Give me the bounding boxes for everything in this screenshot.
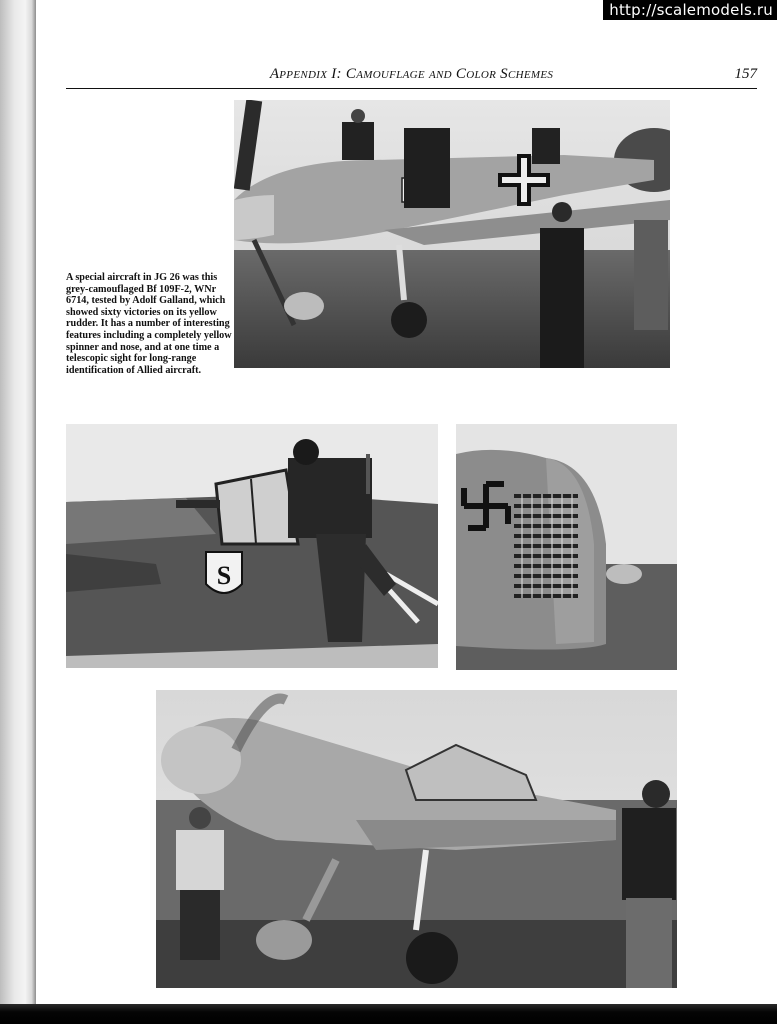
bottom-page-edge	[0, 1004, 777, 1024]
running-header	[66, 62, 757, 89]
photo-middle-right	[456, 424, 677, 670]
svg-text:S: S	[216, 561, 232, 590]
photo-caption: A special aircraft in JG 26 was this grey-camouflaged Bf 109F-2, WNr 6714, tested by Adolf Galland, which showed sixty victories on its yellow rudder. It has a number of interesting features including a completely yellow spinner and nose, and at one time a telescopic sight for long-range identification of Allied aircraft.	[66, 272, 232, 376]
photo-top	[234, 100, 670, 368]
running-header-title: Appendix I: Camouflage and Color Schemes	[269, 66, 554, 82]
watermark-text[interactable]: http://scalemodels.ru	[603, 0, 777, 20]
photo-bottom	[156, 690, 677, 988]
page-number: 157	[734, 66, 757, 82]
book-binding	[0, 0, 36, 1005]
photo-middle-left	[66, 424, 438, 668]
